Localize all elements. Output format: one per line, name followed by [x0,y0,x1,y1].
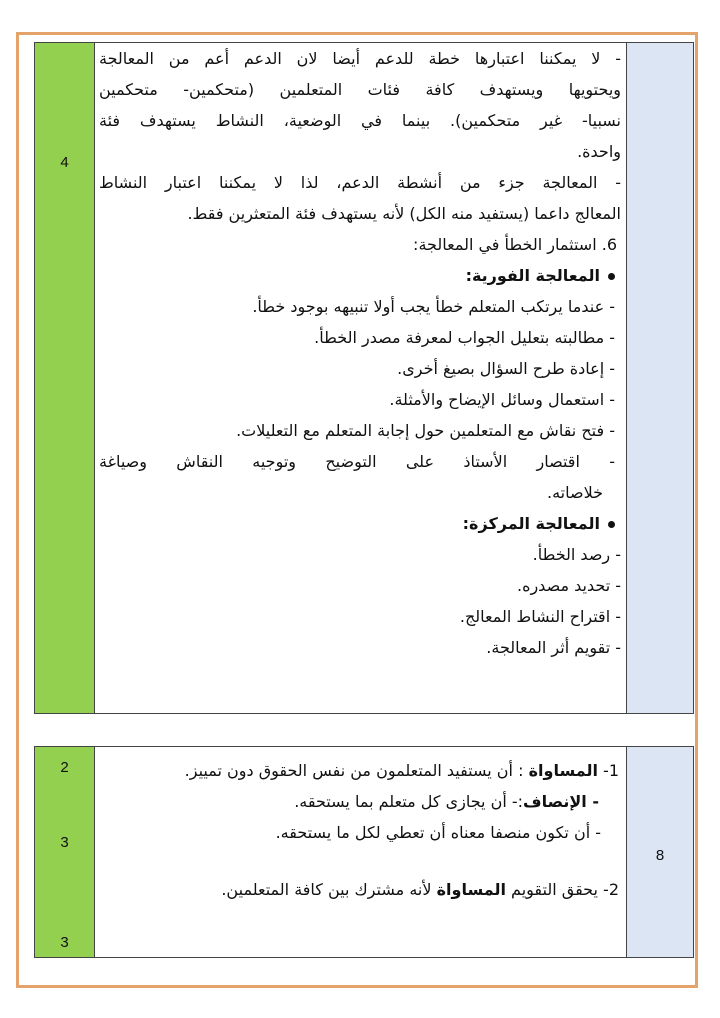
score-value: 4 [60,154,69,171]
spacer [99,848,621,874]
list-item: - رصد الخطأ. [532,545,621,564]
text-line: واحدة. [577,142,621,161]
list-item: - استعمال وسائل الإيضاح والأمثلة. [389,390,615,409]
list-item: - اقتراح النشاط المعالج. [459,607,621,626]
bullet-icon [608,521,615,528]
score-column [35,43,95,713]
list-item: - تقويم أثر المعالجة. [486,638,621,657]
text-line: - الإنصاف:- أن يجازى كل متعلم بما يستحقه. [294,792,599,811]
list-item: - إعادة طرح السؤال بصيغ أخرى. [397,359,615,378]
question-number-column [626,747,693,957]
score-value: 3 [60,934,69,951]
text-line: - لا يمكننا اعتبارها خطة للدعم أيضا لان الدعم أعم من المعالجة [99,49,621,68]
list-item: - عندما يرتكب المتعلم خطأ يجب أولا تنبيهه بوجود خطأ. [252,297,615,316]
bullet-icon [608,273,615,280]
answer-content [99,755,621,905]
score-value: 2 [60,759,69,776]
score-value: 3 [60,834,69,851]
answer-content [99,43,621,663]
table-section-4 [34,42,694,714]
focused-remediation-heading: المعالجة المركزة: [99,508,621,539]
text-line: نسبيا- غير متحكمين). بينما في الوضعية، النشاط يستهدف فئة [99,111,621,130]
score-column [35,747,95,957]
text-line: - المعالجة جزء من أنشطة الدعم، لذا لا يمكننا اعتبار النشاط [99,173,621,192]
immediate-remediation-heading: المعالجة الفورية: [99,260,621,291]
text-line: 1- المساواة : أن يستفيد المتعلمون من نفس الحقوق دون تمييز. [184,761,619,780]
text-line: المعالج داعما (يستفيد منه الكل) لأنه يستهدف فئة المتعثرين فقط. [187,204,621,223]
table-section-8 [34,746,694,958]
text-line: ويحتويها ويستهدف كافة فئات المتعلمين (متحكمين- متحكمين [99,80,621,99]
text-line: 2- يحقق التقويم المساواة لأنه مشترك بين كافة المتعلمين. [221,880,619,899]
text-line: - أن تكون منصفا معناه أن تعطي لكل ما يستحقه. [275,823,601,842]
question-number-column [626,43,693,713]
list-item: - مطالبته بتعليل الجواب لمعرفة مصدر الخطأ. [314,328,615,347]
list-item: - فتح نقاش مع المتعلمين حول إجابة المتعلم مع التعليلات. [236,421,615,440]
list-item-continuation: خلاصاته. [546,483,603,502]
question-number: 8 [655,847,665,864]
list-item: - اقتصار الأستاذ على التوضيح وتوجيه النقاش وصياغة [99,452,615,471]
section-heading: 6. استثمار الخطأ في المعالجة: [413,235,617,254]
list-item: - تحديد مصدره. [516,576,621,595]
